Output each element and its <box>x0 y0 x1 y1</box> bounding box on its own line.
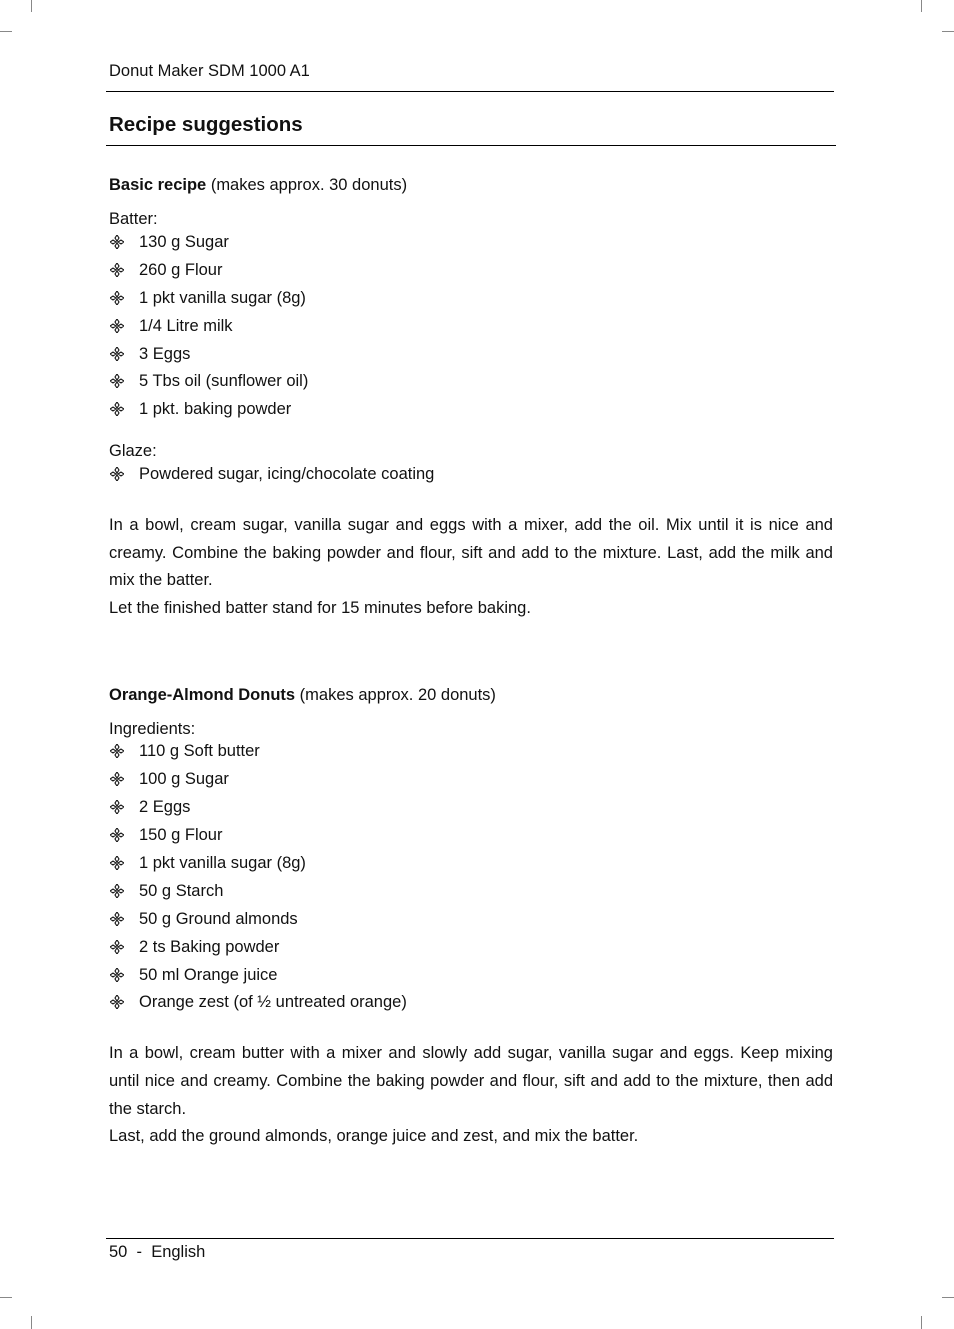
ingredient-text: 100 g Sugar <box>139 770 229 789</box>
instructions-paragraph: In a bowl, cream butter with a mixer and slowly add sugar, vanilla sugar and eggs. Keep mixing until nice and creamy. Combine the baking powder and flour, sift and add to the mixture, then add the starch. <box>109 1044 833 1118</box>
list-item <box>109 989 833 1017</box>
crop-mark <box>0 1297 12 1298</box>
ingredient-text: 1 pkt vanilla sugar (8g) <box>139 854 306 872</box>
crop-mark <box>921 1316 922 1329</box>
list-item <box>109 877 833 905</box>
list-item <box>109 340 833 368</box>
list-item <box>109 765 833 793</box>
four-diamond-bullet-icon <box>109 374 139 388</box>
four-diamond-bullet-icon <box>109 347 139 361</box>
instructions-paragraph: In a bowl, cream sugar, vanilla sugar and eggs with a mixer, add the oil. Mix until it is nice and creamy. Combine the baking powder and flour, sift and add to the mixture. Last, add the milk and mix the batter. <box>109 516 833 590</box>
ingredient-text: 2 Eggs <box>139 798 191 817</box>
list-item <box>109 821 833 849</box>
ingredient-text: 1/4 Litre milk <box>139 316 233 335</box>
page-title: Recipe suggestions <box>109 113 303 136</box>
four-diamond-bullet-icon <box>109 800 139 814</box>
recipe-name: Basic recipe <box>109 176 207 194</box>
list-item <box>109 849 833 877</box>
title-rule <box>106 145 836 146</box>
four-diamond-bullet-icon <box>109 884 139 898</box>
recipe-content <box>109 175 833 1151</box>
ingredient-text: 260 g Flour <box>139 260 223 279</box>
recipe-yield: (makes approx. 30 donuts) <box>206 176 408 194</box>
recipe-heading <box>109 175 833 195</box>
four-diamond-bullet-icon <box>109 402 139 416</box>
four-diamond-bullet-icon <box>109 467 139 481</box>
ingredients-label: Ingredients: <box>109 719 196 738</box>
list-item <box>109 793 833 821</box>
ingredient-text: 110 g Soft butter <box>139 742 260 761</box>
recipe-yield: (makes approx. 20 donuts) <box>295 685 496 704</box>
glaze-list <box>109 460 833 488</box>
list-item <box>109 395 833 423</box>
four-diamond-bullet-icon <box>109 968 139 982</box>
ingredient-text: Orange zest (of ½ untreated orange) <box>139 993 407 1012</box>
list-item <box>109 460 833 488</box>
list-item <box>109 256 833 284</box>
ingredient-text: 2 ts Baking powder <box>139 937 280 956</box>
four-diamond-bullet-icon <box>109 291 139 305</box>
glaze-label: Glaze: <box>109 442 157 461</box>
note-paragraph: Let the finished batter stand for 15 minutes before baking. <box>109 598 531 617</box>
four-diamond-bullet-icon <box>109 319 139 333</box>
list-item <box>109 933 833 961</box>
ingredients-list <box>109 738 833 1017</box>
footer-separator: - <box>136 1243 143 1261</box>
ingredient-text: 150 g Flour <box>139 826 223 845</box>
list-item <box>109 367 833 395</box>
crop-mark <box>942 31 954 32</box>
list-item <box>109 905 833 933</box>
four-diamond-bullet-icon <box>109 235 139 249</box>
ingredient-text: 50 g Ground almonds <box>139 909 298 928</box>
recipe-heading <box>109 685 833 705</box>
four-diamond-bullet-icon <box>109 744 139 758</box>
ingredient-text: 3 Eggs <box>139 344 191 363</box>
ingredient-text: 1 pkt. baking powder <box>139 400 292 419</box>
page-number: 50 <box>109 1243 128 1261</box>
footer-language: English <box>151 1243 206 1261</box>
header-rule <box>106 91 834 92</box>
ingredient-text: 1 pkt vanilla sugar (8g) <box>139 288 306 307</box>
crop-mark <box>31 1316 32 1329</box>
ingredient-text: 50 ml Orange juice <box>139 965 278 984</box>
four-diamond-bullet-icon <box>109 912 139 926</box>
four-diamond-bullet-icon <box>109 995 139 1009</box>
footer-rule <box>106 1238 834 1239</box>
crop-mark <box>31 0 32 12</box>
crop-mark <box>921 0 922 12</box>
four-diamond-bullet-icon <box>109 828 139 842</box>
recipe-name: Orange-Almond Donuts <box>109 685 296 704</box>
ingredient-text: 50 g Starch <box>139 881 224 900</box>
list-item <box>109 738 833 766</box>
crop-mark <box>942 1297 954 1298</box>
list-item <box>109 228 833 256</box>
four-diamond-bullet-icon <box>109 940 139 954</box>
note-paragraph: Last, add the ground almonds, orange juice and zest, and mix the batter. <box>109 1127 639 1146</box>
batter-list <box>109 228 833 423</box>
list-item <box>109 961 833 989</box>
ingredient-text: 5 Tbs oil (sunflower oil) <box>139 372 309 391</box>
list-item <box>109 284 833 312</box>
crop-mark <box>0 31 12 32</box>
four-diamond-bullet-icon <box>109 263 139 277</box>
ingredient-text: 130 g Sugar <box>139 232 229 251</box>
four-diamond-bullet-icon <box>109 772 139 786</box>
batter-label: Batter: <box>109 210 158 228</box>
four-diamond-bullet-icon <box>109 856 139 870</box>
running-header: Donut Maker SDM 1000 A1 <box>109 62 310 80</box>
list-item <box>109 312 833 340</box>
ingredient-text: Powdered sugar, icing/chocolate coating <box>139 465 435 484</box>
page-footer <box>109 1243 205 1262</box>
